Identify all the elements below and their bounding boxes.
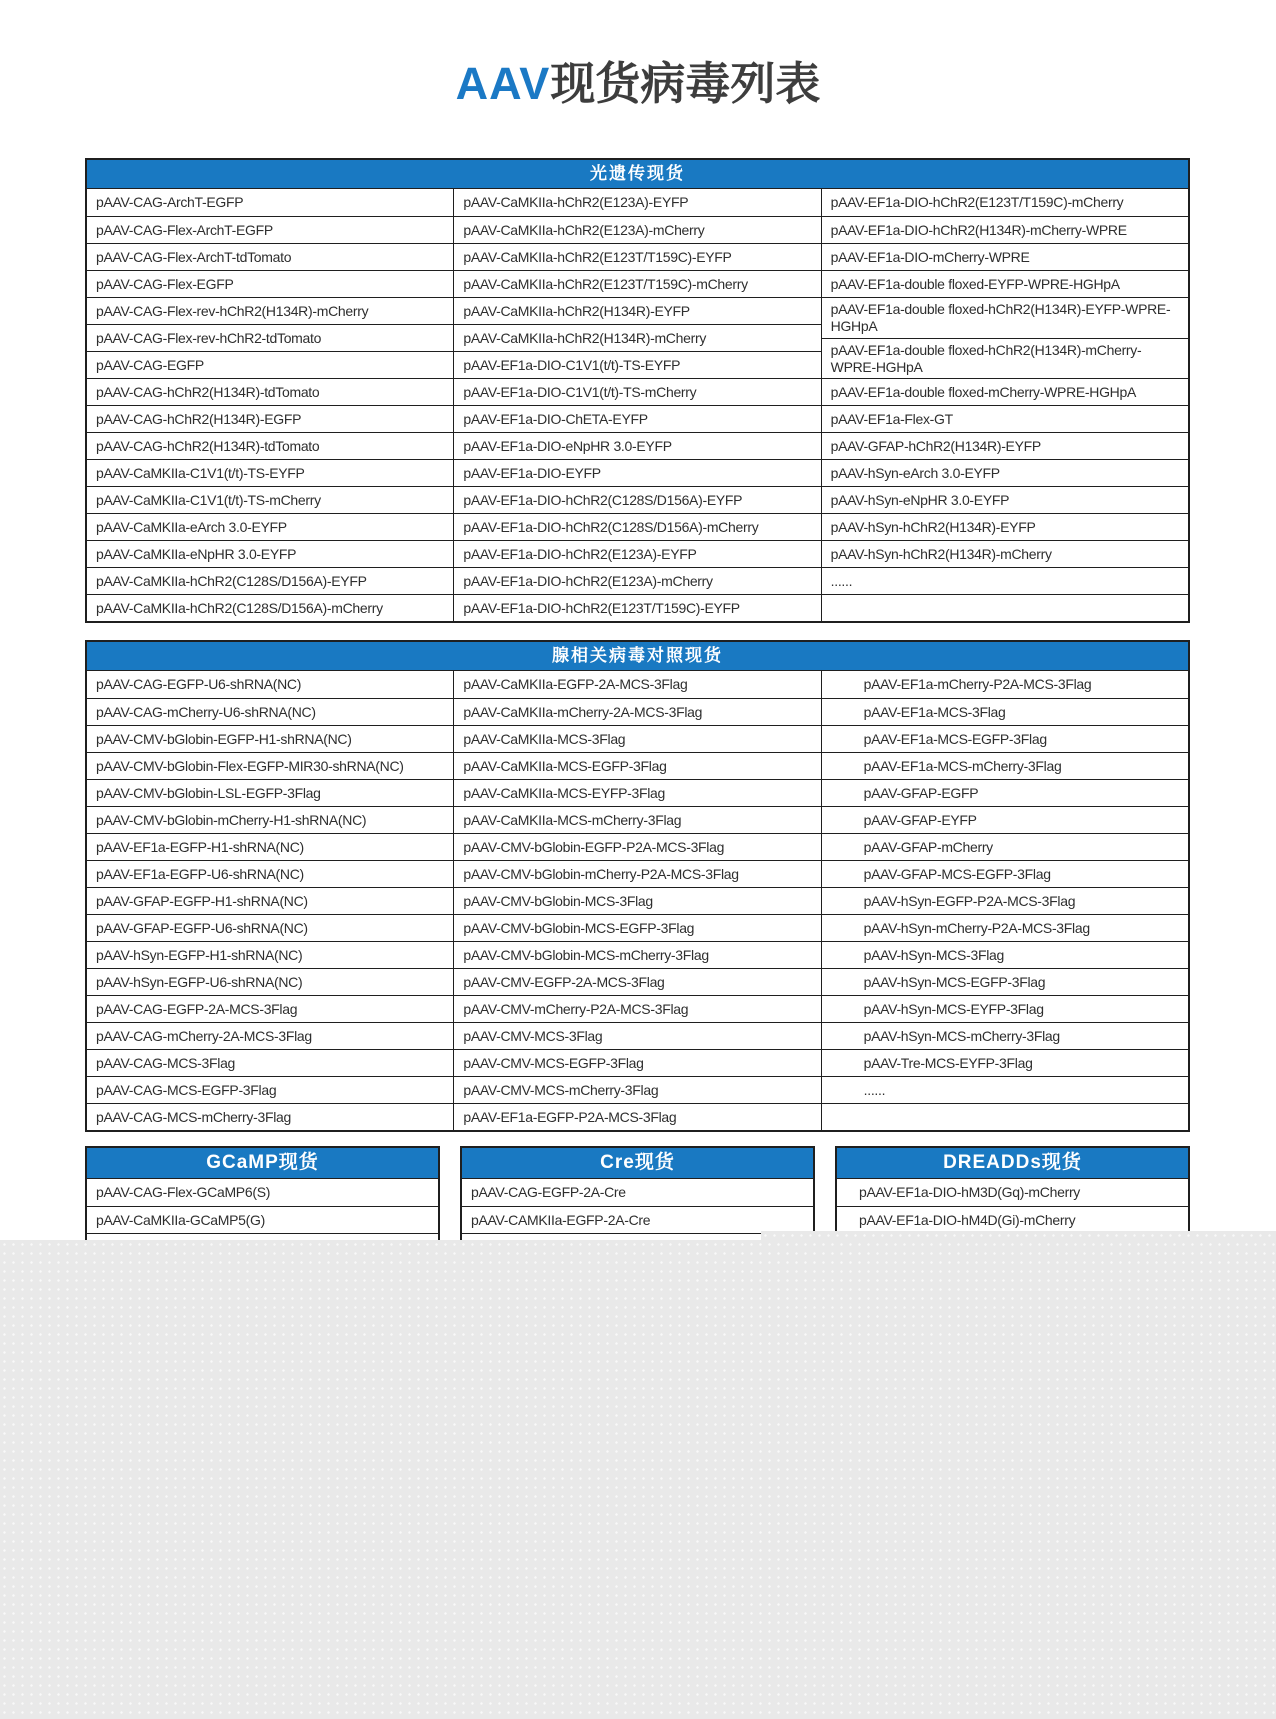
- title-brand: AAV: [455, 58, 551, 109]
- table-row: pAAV-hSyn-hChR2(H134R)-EYFP: [822, 513, 1188, 540]
- optogenetics-table-header: 光遗传现货: [87, 160, 1188, 189]
- table-row: pAAV-CMV-bGlobin-MCS-EGFP-3Flag: [454, 914, 820, 941]
- table-row: pAAV-CaMKIIa-hChR2(H134R)-mCherry: [454, 324, 820, 351]
- table-row: pAAV-CaMKIIa-hChR2(C128S/D156A)-mCherry: [87, 594, 453, 621]
- table-row: [822, 594, 1188, 621]
- table-row: pAAV-hSyn-MCS-EYFP-3Flag: [822, 995, 1188, 1022]
- table-row: pAAV-CaMKIIa-eArch 3.0-EYFP: [87, 513, 453, 540]
- table-row: pAAV-CAG-hChR2(H134R)-EGFP: [87, 405, 453, 432]
- table-row: pAAV-GFAP-hChR2(H134R)-EYFP: [822, 432, 1188, 459]
- table-row: pAAV-GFAP-EGFP-H1-shRNA(NC): [87, 887, 453, 914]
- table-row: pAAV-CAG-EGFP-2A-Cre: [471, 1184, 626, 1200]
- table-row: pAAV-CAG-EGFP-2A-MCS-3Flag: [87, 995, 453, 1022]
- table-row: pAAV-hSyn-EGFP-P2A-MCS-3Flag: [822, 887, 1188, 914]
- table-row: pAAV-CaMKIIa-hChR2(C128S/D156A)-EYFP: [87, 567, 453, 594]
- table-row: pAAV-CAG-hChR2(H134R)-tdTomato: [87, 432, 453, 459]
- table-row: pAAV-EF1a-DIO-ChETA-EYFP: [454, 405, 820, 432]
- table-row: pAAV-EF1a-MCS-mCherry-3Flag: [822, 752, 1188, 779]
- table-row: pAAV-CaMKIIa-hChR2(E123T/T159C)-mCherry: [454, 270, 820, 297]
- table-row: pAAV-CAG-MCS-mCherry-3Flag: [87, 1103, 453, 1130]
- gcamp-table-header: GCaMP现货: [87, 1148, 438, 1179]
- table-row: pAAV-CAG-Flex-rev-hChR2-tdTomato: [87, 324, 453, 351]
- title-suffix: 现货病毒列表: [550, 58, 821, 109]
- optogenetics-col-3: [821, 189, 1188, 621]
- table-row: pAAV-CAG-EGFP: [87, 351, 453, 378]
- table-row: pAAV-CaMKIIa-hChR2(H134R)-EYFP: [454, 297, 820, 324]
- table-row: pAAV-CMV-bGlobin-Flex-EGFP-MIR30-shRNA(NC): [87, 752, 453, 779]
- table-row: pAAV-EF1a-double floxed-hChR2(H134R)-mCherry-WPRE-HGHpA: [822, 338, 1188, 379]
- optogenetics-col-2: [453, 189, 820, 621]
- table-row: pAAV-hSyn-EGFP-H1-shRNA(NC): [87, 941, 453, 968]
- table-row: pAAV-EF1a-EGFP-P2A-MCS-3Flag: [454, 1103, 820, 1130]
- table-row: pAAV-CAG-hChR2(H134R)-tdTomato: [87, 378, 453, 405]
- table-row: pAAV-CaMKIIa-hChR2(E123A)-EYFP: [463, 194, 689, 210]
- table-row: pAAV-EF1a-DIO-hChR2(E123T/T159C)-EYFP: [454, 594, 820, 621]
- table-row: pAAV-hSyn-mCherry-P2A-MCS-3Flag: [822, 914, 1188, 941]
- aav-control-table-body: [87, 671, 1188, 1130]
- table-row: pAAV-EF1a-MCS-EGFP-3Flag: [822, 725, 1188, 752]
- table-row: pAAV-CaMKIIa-MCS-EGFP-3Flag: [454, 752, 820, 779]
- table-row: pAAV-CAG-Flex-EGFP: [87, 270, 453, 297]
- table-row: [822, 1103, 1188, 1130]
- table-row: pAAV-EF1a-DIO-hChR2(E123A)-mCherry: [454, 567, 820, 594]
- table-row: pAAV-EF1a-Flex-GT: [822, 405, 1188, 432]
- table-row: pAAV-CMV-EGFP-2A-MCS-3Flag: [454, 968, 820, 995]
- optogenetics-table-body: [87, 189, 1188, 621]
- table-row: pAAV-EF1a-DIO-C1V1(t/t)-TS-EYFP: [454, 351, 820, 378]
- table-row: pAAV-CaMKIIa-hChR2(E123T/T159C)-EYFP: [454, 243, 820, 270]
- table-row: pAAV-hSyn-EGFP-U6-shRNA(NC): [87, 968, 453, 995]
- table-row: pAAV-EF1a-DIO-hChR2(H134R)-mCherry-WPRE: [822, 216, 1188, 243]
- table-row: pAAV-hSyn-eArch 3.0-EYFP: [822, 459, 1188, 486]
- table-row: pAAV-EF1a-DIO-mCherry-WPRE: [822, 243, 1188, 270]
- table-row: pAAV-CAG-MCS-EGFP-3Flag: [87, 1076, 453, 1103]
- table-row: pAAV-GFAP-EYFP: [822, 806, 1188, 833]
- table-row: pAAV-CMV-MCS-mCherry-3Flag: [454, 1076, 820, 1103]
- table-row: pAAV-EF1a-DIO-eNpHR 3.0-EYFP: [454, 432, 820, 459]
- table-row: pAAV-CAG-Flex-ArchT-tdTomato: [87, 243, 453, 270]
- aav-control-col-2: [453, 671, 820, 1130]
- table-row: pAAV-CAG-Flex-rev-hChR2(H134R)-mCherry: [87, 297, 453, 324]
- table-row: pAAV-EF1a-DIO-hChR2(E123A)-EYFP: [454, 540, 820, 567]
- table-row: pAAV-hSyn-hChR2(H134R)-mCherry: [822, 540, 1188, 567]
- table-row: pAAV-EF1a-DIO-hChR2(C128S/D156A)-EYFP: [454, 486, 820, 513]
- table-row: pAAV-CMV-MCS-3Flag: [454, 1022, 820, 1049]
- table-row: pAAV-CMV-MCS-EGFP-3Flag: [454, 1049, 820, 1076]
- table-row: pAAV-CMV-bGlobin-mCherry-P2A-MCS-3Flag: [454, 860, 820, 887]
- table-row: pAAV-CaMKIIa-MCS-3Flag: [454, 725, 820, 752]
- table-row: pAAV-CMV-bGlobin-mCherry-H1-shRNA(NC): [87, 806, 453, 833]
- table-row: pAAV-hSyn-MCS-mCherry-3Flag: [822, 1022, 1188, 1049]
- table-row: pAAV-CaMKIIa-GCaMP5(G): [87, 1206, 438, 1233]
- table-row: pAAV-CaMKIIa-C1V1(t/t)-TS-mCherry: [87, 486, 453, 513]
- table-row: pAAV-EF1a-EGFP-U6-shRNA(NC): [87, 860, 453, 887]
- cre-table-header: Cre现货: [462, 1148, 813, 1179]
- table-row: pAAV-hSyn-MCS-EGFP-3Flag: [822, 968, 1188, 995]
- table-row: pAAV-EF1a-double floxed-mCherry-WPRE-HGHpA: [822, 378, 1188, 405]
- dreadds-table-header: DREADDs现货: [837, 1148, 1188, 1179]
- table-row: pAAV-CaMKIIa-eNpHR 3.0-EYFP: [87, 540, 453, 567]
- table-row: pAAV-CaMKIIa-mCherry-2A-MCS-3Flag: [454, 698, 820, 725]
- table-row: pAAV-Tre-MCS-EYFP-3Flag: [822, 1049, 1188, 1076]
- table-row: ......: [822, 1076, 1188, 1103]
- table-row: ......: [822, 567, 1188, 594]
- table-row: pAAV-CAG-MCS-3Flag: [87, 1049, 453, 1076]
- table-row: pAAV-CaMKIIa-MCS-EYFP-3Flag: [454, 779, 820, 806]
- table-row: pAAV-CaMKIIa-MCS-mCherry-3Flag: [454, 806, 820, 833]
- aav-control-table: [85, 640, 1190, 1132]
- table-row: pAAV-EF1a-double floxed-EYFP-WPRE-HGHpA: [822, 270, 1188, 297]
- table-row: pAAV-CaMKIIa-C1V1(t/t)-TS-EYFP: [87, 459, 453, 486]
- aav-control-col-1: [87, 671, 453, 1130]
- table-row: pAAV-EF1a-DIO-EYFP: [454, 459, 820, 486]
- optogenetics-col-1: [87, 189, 453, 621]
- table-row: pAAV-CAG-mCherry-U6-shRNA(NC): [87, 698, 453, 725]
- table-row: pAAV-EF1a-DIO-hM3D(Gq)-mCherry: [859, 1184, 1081, 1200]
- table-row: pAAV-GFAP-EGFP: [822, 779, 1188, 806]
- table-row: pAAV-EF1a-double floxed-hChR2(H134R)-EYFP-WPRE-HGHpA: [822, 297, 1188, 338]
- table-row: pAAV-hSyn-eNpHR 3.0-EYFP: [822, 486, 1188, 513]
- table-row: pAAV-CAG-ArchT-EGFP: [96, 194, 244, 210]
- table-row: pAAV-EF1a-DIO-hM4D(Gi)-mCherry: [837, 1206, 1188, 1233]
- table-row: pAAV-CMV-bGlobin-LSL-EGFP-3Flag: [87, 779, 453, 806]
- optogenetics-table: [85, 158, 1190, 623]
- table-row: pAAV-hSyn-MCS-3Flag: [822, 941, 1188, 968]
- table-row: pAAV-CMV-bGlobin-MCS-3Flag: [454, 887, 820, 914]
- table-row: pAAV-EF1a-DIO-C1V1(t/t)-TS-mCherry: [454, 378, 820, 405]
- table-row: pAAV-EF1a-EGFP-H1-shRNA(NC): [87, 833, 453, 860]
- table-row: pAAV-EF1a-mCherry-P2A-MCS-3Flag: [863, 676, 1092, 692]
- aav-control-table-header: 腺相关病毒对照现货: [87, 642, 1188, 671]
- table-row: pAAV-CaMKIIa-hChR2(E123A)-mCherry: [454, 216, 820, 243]
- table-row: pAAV-CAG-Flex-GCaMP6(S): [96, 1184, 271, 1200]
- table-row: pAAV-CAG-EGFP-U6-shRNA(NC): [96, 676, 302, 692]
- table-row: pAAV-GFAP-MCS-EGFP-3Flag: [822, 860, 1188, 887]
- table-row: pAAV-EF1a-MCS-3Flag: [822, 698, 1188, 725]
- table-row: pAAV-CMV-mCherry-P2A-MCS-3Flag: [454, 995, 820, 1022]
- page-title: [0, 58, 1276, 110]
- table-row: pAAV-GFAP-EGFP-U6-shRNA(NC): [87, 914, 453, 941]
- table-row: pAAV-CAG-mCherry-2A-MCS-3Flag: [87, 1022, 453, 1049]
- table-row: pAAV-CMV-bGlobin-EGFP-P2A-MCS-3Flag: [454, 833, 820, 860]
- table-row: pAAV-CAMKIIa-EGFP-2A-Cre: [462, 1206, 813, 1233]
- table-row: pAAV-CMV-bGlobin-MCS-mCherry-3Flag: [454, 941, 820, 968]
- table-row: pAAV-GFAP-mCherry: [822, 833, 1188, 860]
- aav-control-col-3: [821, 671, 1188, 1130]
- table-row: pAAV-CaMKIIa-EGFP-2A-MCS-3Flag: [463, 676, 688, 692]
- table-row: pAAV-EF1a-DIO-hChR2(E123T/T159C)-mCherry: [830, 194, 1124, 210]
- table-row: pAAV-CAG-Flex-ArchT-EGFP: [87, 216, 453, 243]
- table-row: pAAV-EF1a-DIO-hChR2(C128S/D156A)-mCherry: [454, 513, 820, 540]
- background-texture: [0, 1240, 1276, 1719]
- table-row: pAAV-CMV-bGlobin-EGFP-H1-shRNA(NC): [87, 725, 453, 752]
